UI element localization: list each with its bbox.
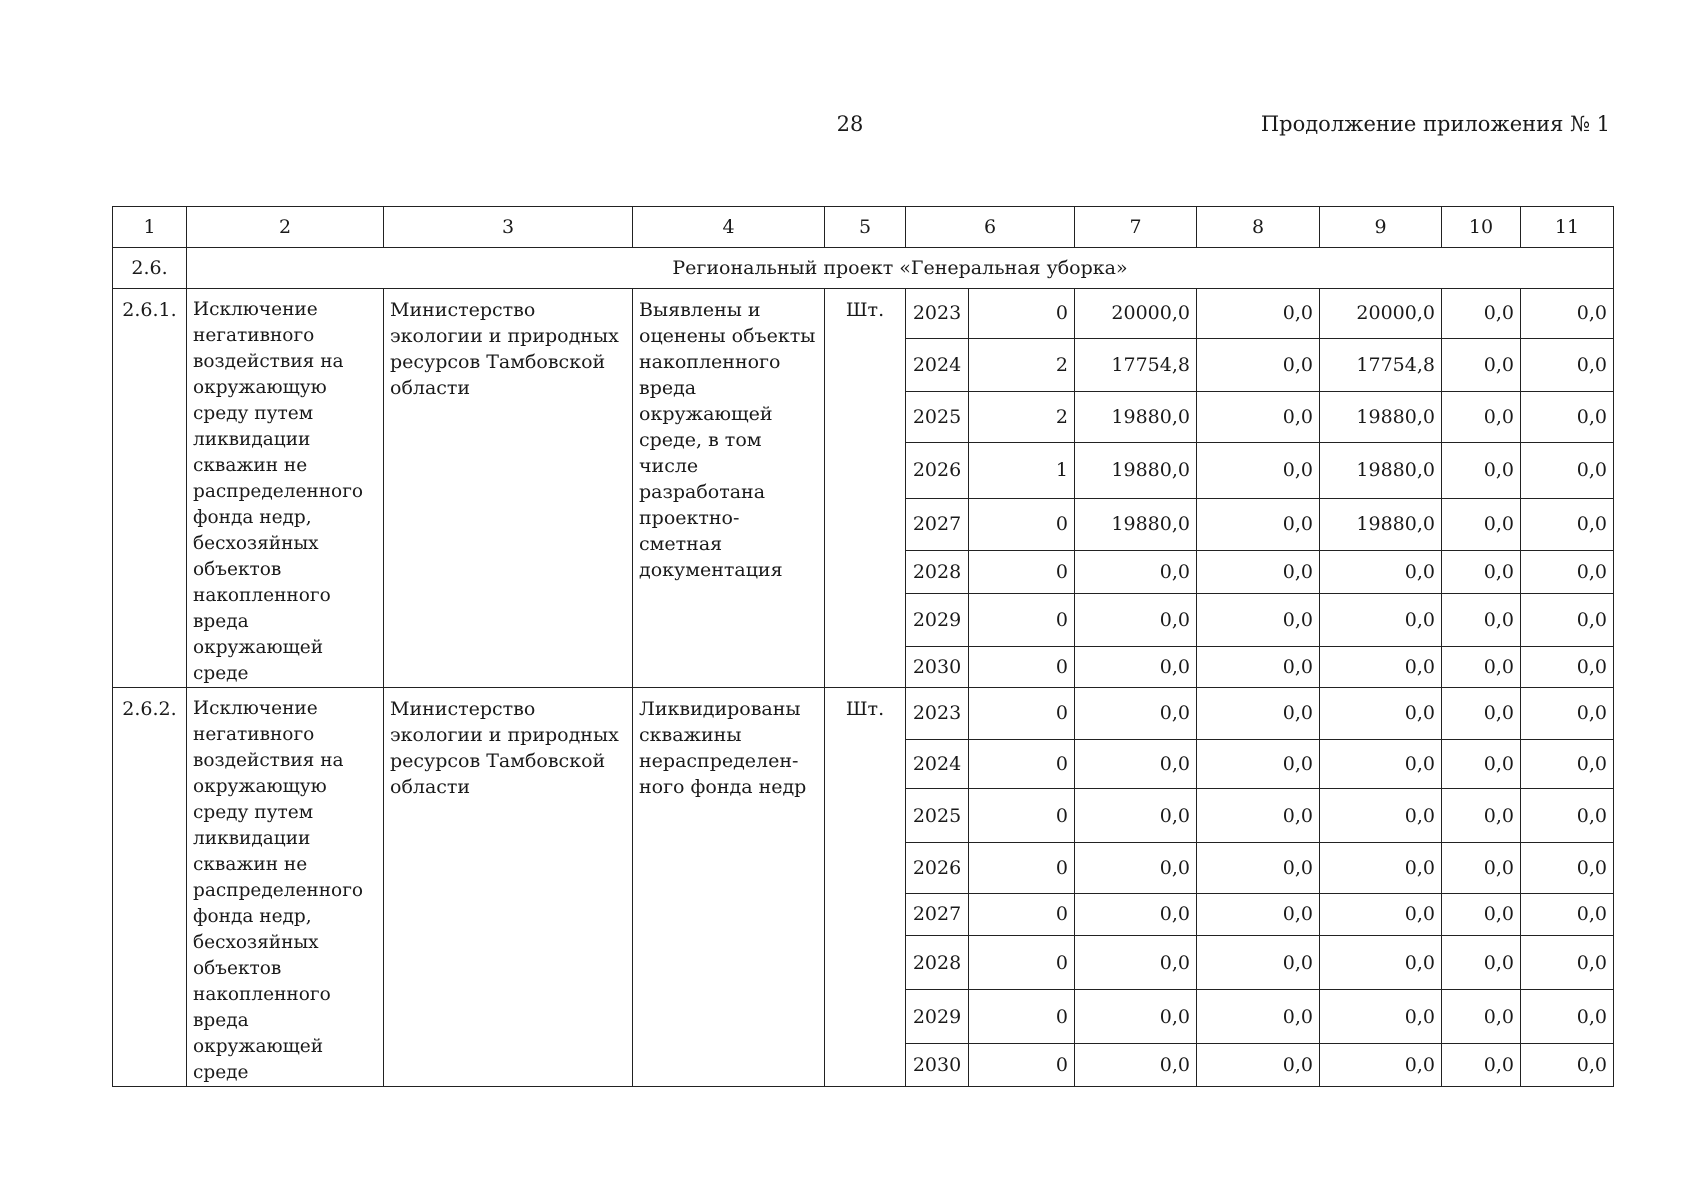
- col9-cell: 0,0: [1320, 990, 1442, 1044]
- column-header: 7: [1075, 207, 1197, 248]
- year-cell: 2028: [906, 936, 969, 990]
- item-unit: Шт.: [825, 688, 906, 1087]
- col7-cell: 0,0: [1075, 990, 1197, 1044]
- col8-cell: 0,0: [1197, 843, 1320, 894]
- col9-cell: 0,0: [1320, 739, 1442, 788]
- col11-cell: 0,0: [1521, 843, 1614, 894]
- year-cell: 2029: [906, 990, 969, 1044]
- col7-cell: 0,0: [1075, 688, 1197, 740]
- quantity-cell: 0: [969, 789, 1075, 843]
- quantity-cell: 0: [969, 893, 1075, 936]
- col11-cell: 0,0: [1521, 442, 1614, 498]
- col10-cell: 0,0: [1442, 289, 1521, 339]
- col11-cell: 0,0: [1521, 593, 1614, 646]
- col10-cell: 0,0: [1442, 843, 1521, 894]
- quantity-cell: 0: [969, 1044, 1075, 1087]
- col7-cell: 19880,0: [1075, 498, 1197, 550]
- year-cell: 2023: [906, 289, 969, 339]
- year-cell: 2030: [906, 1044, 969, 1087]
- col9-cell: 0,0: [1320, 550, 1442, 593]
- col7-cell: 0,0: [1075, 646, 1197, 687]
- col10-cell: 0,0: [1442, 893, 1521, 936]
- column-header: 11: [1521, 207, 1614, 248]
- item-unit: Шт.: [825, 289, 906, 688]
- col10-cell: 0,0: [1442, 593, 1521, 646]
- col7-cell: 19880,0: [1075, 442, 1197, 498]
- col7-cell: 0,0: [1075, 739, 1197, 788]
- col10-cell: 0,0: [1442, 789, 1521, 843]
- col7-cell: 0,0: [1075, 550, 1197, 593]
- quantity-cell: 2: [969, 338, 1075, 391]
- col11-cell: 0,0: [1521, 289, 1614, 339]
- column-header: 4: [633, 207, 825, 248]
- col7-cell: 20000,0: [1075, 289, 1197, 339]
- col9-cell: 0,0: [1320, 688, 1442, 740]
- column-number-row: [113, 207, 1614, 248]
- data-table: [112, 206, 1614, 1087]
- item-executor: Министерство экологии и природных ресурсов Тамбовской области: [384, 289, 633, 688]
- col8-cell: 0,0: [1197, 789, 1320, 843]
- year-cell: 2028: [906, 550, 969, 593]
- col8-cell: 0,0: [1197, 990, 1320, 1044]
- col8-cell: 0,0: [1197, 550, 1320, 593]
- col8-cell: 0,0: [1197, 739, 1320, 788]
- quantity-cell: 0: [969, 550, 1075, 593]
- item-result: Выявлены и оценены объекты накопленного вреда окружающей среде, в том числе разработана проектно-сметная документация: [633, 289, 825, 688]
- quantity-cell: 0: [969, 289, 1075, 339]
- col9-cell: 17754,8: [1320, 338, 1442, 391]
- col9-cell: 0,0: [1320, 936, 1442, 990]
- col8-cell: 0,0: [1197, 391, 1320, 442]
- col9-cell: 0,0: [1320, 893, 1442, 936]
- col8-cell: 0,0: [1197, 936, 1320, 990]
- col10-cell: 0,0: [1442, 739, 1521, 788]
- item-number: 2.6.2.: [113, 688, 187, 1087]
- quantity-cell: 2: [969, 391, 1075, 442]
- col10-cell: 0,0: [1442, 990, 1521, 1044]
- col9-cell: 20000,0: [1320, 289, 1442, 339]
- section-number: 2.6.: [113, 248, 187, 289]
- column-header: 9: [1320, 207, 1442, 248]
- col11-cell: 0,0: [1521, 498, 1614, 550]
- col7-cell: 0,0: [1075, 936, 1197, 990]
- page-number: 28: [836, 112, 864, 136]
- table-row: [113, 289, 1614, 339]
- col10-cell: 0,0: [1442, 391, 1521, 442]
- year-cell: 2024: [906, 338, 969, 391]
- col10-cell: 0,0: [1442, 550, 1521, 593]
- year-cell: 2029: [906, 593, 969, 646]
- column-header: 6: [906, 207, 1075, 248]
- col10-cell: 0,0: [1442, 936, 1521, 990]
- col11-cell: 0,0: [1521, 1044, 1614, 1087]
- quantity-cell: 0: [969, 843, 1075, 894]
- col9-cell: 19880,0: [1320, 442, 1442, 498]
- quantity-cell: 0: [969, 646, 1075, 687]
- col8-cell: 0,0: [1197, 289, 1320, 339]
- column-header: 10: [1442, 207, 1521, 248]
- col8-cell: 0,0: [1197, 442, 1320, 498]
- col11-cell: 0,0: [1521, 688, 1614, 740]
- col7-cell: 0,0: [1075, 893, 1197, 936]
- year-cell: 2026: [906, 442, 969, 498]
- col10-cell: 0,0: [1442, 442, 1521, 498]
- quantity-cell: 1: [969, 442, 1075, 498]
- col10-cell: 0,0: [1442, 338, 1521, 391]
- col9-cell: 0,0: [1320, 789, 1442, 843]
- col11-cell: 0,0: [1521, 739, 1614, 788]
- item-executor: Министерство экологии и природных ресурсов Тамбовской области: [384, 688, 633, 1087]
- year-cell: 2025: [906, 789, 969, 843]
- year-cell: 2023: [906, 688, 969, 740]
- col11-cell: 0,0: [1521, 391, 1614, 442]
- year-cell: 2025: [906, 391, 969, 442]
- column-header: 3: [384, 207, 633, 248]
- quantity-cell: 0: [969, 593, 1075, 646]
- col8-cell: 0,0: [1197, 893, 1320, 936]
- item-description: Исключение негативного воздействия на окружающую среду путем ликвидации скважин не распределенного фонда недр, бесхозяйных объектов накопленного вреда окружающей среде: [187, 688, 384, 1087]
- col11-cell: 0,0: [1521, 550, 1614, 593]
- col7-cell: 17754,8: [1075, 338, 1197, 391]
- col9-cell: 0,0: [1320, 1044, 1442, 1087]
- quantity-cell: 0: [969, 688, 1075, 740]
- table-row: [113, 688, 1614, 740]
- col8-cell: 0,0: [1197, 593, 1320, 646]
- col11-cell: 0,0: [1521, 893, 1614, 936]
- col7-cell: 0,0: [1075, 789, 1197, 843]
- col9-cell: 19880,0: [1320, 391, 1442, 442]
- col9-cell: 0,0: [1320, 843, 1442, 894]
- col10-cell: 0,0: [1442, 688, 1521, 740]
- year-cell: 2027: [906, 498, 969, 550]
- year-cell: 2024: [906, 739, 969, 788]
- appendix-note: Продолжение приложения № 1: [1260, 112, 1610, 136]
- col8-cell: 0,0: [1197, 1044, 1320, 1087]
- item-number: 2.6.1.: [113, 289, 187, 688]
- column-header: 5: [825, 207, 906, 248]
- col7-cell: 0,0: [1075, 593, 1197, 646]
- section-title: Региональный проект «Генеральная уборка»: [187, 248, 1614, 289]
- column-header: 2: [187, 207, 384, 248]
- col9-cell: 19880,0: [1320, 498, 1442, 550]
- column-header: 8: [1197, 207, 1320, 248]
- column-header: 1: [113, 207, 187, 248]
- col9-cell: 0,0: [1320, 646, 1442, 687]
- col8-cell: 0,0: [1197, 688, 1320, 740]
- col10-cell: 0,0: [1442, 1044, 1521, 1087]
- year-cell: 2026: [906, 843, 969, 894]
- quantity-cell: 0: [969, 936, 1075, 990]
- col10-cell: 0,0: [1442, 646, 1521, 687]
- col8-cell: 0,0: [1197, 338, 1320, 391]
- col9-cell: 0,0: [1320, 593, 1442, 646]
- col11-cell: 0,0: [1521, 646, 1614, 687]
- quantity-cell: 0: [969, 990, 1075, 1044]
- section-row: [113, 248, 1614, 289]
- items-body: [113, 289, 1614, 1087]
- item-description: Исключение негативного воздействия на окружающую среду путем ликвидации скважин не распределенного фонда недр, бесхозяйных объектов накопленного вреда окружающей среде: [187, 289, 384, 688]
- col11-cell: 0,0: [1521, 990, 1614, 1044]
- item-result: Ликвидированы скважины нераспределен-ного фонда недр: [633, 688, 825, 1087]
- col7-cell: 0,0: [1075, 1044, 1197, 1087]
- quantity-cell: 0: [969, 739, 1075, 788]
- year-cell: 2027: [906, 893, 969, 936]
- year-cell: 2030: [906, 646, 969, 687]
- col8-cell: 0,0: [1197, 498, 1320, 550]
- col11-cell: 0,0: [1521, 936, 1614, 990]
- col8-cell: 0,0: [1197, 646, 1320, 687]
- col7-cell: 0,0: [1075, 843, 1197, 894]
- col11-cell: 0,0: [1521, 789, 1614, 843]
- quantity-cell: 0: [969, 498, 1075, 550]
- col7-cell: 19880,0: [1075, 391, 1197, 442]
- col10-cell: 0,0: [1442, 498, 1521, 550]
- col11-cell: 0,0: [1521, 338, 1614, 391]
